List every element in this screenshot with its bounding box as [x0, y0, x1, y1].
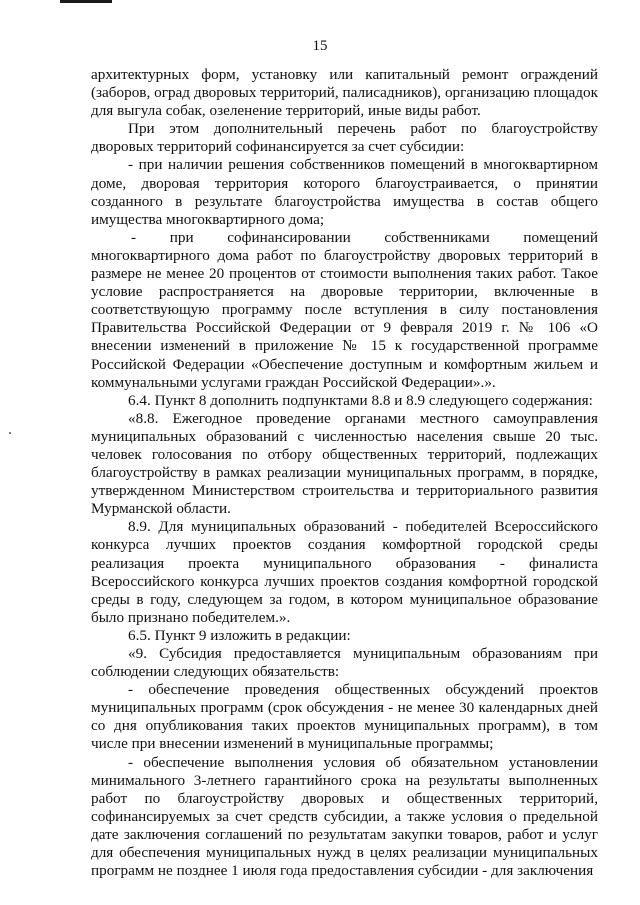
scan-speck [9, 432, 11, 434]
paragraph-continuation: архитектурных форм, установку или капитальный ремонт ограждений (заборов, оград дворовых территорий, палисадников), организацию площадок для выгула собак, озеленение территорий, иные виды работ. [91, 66, 598, 120]
paragraph-item-8-8: «8.8. Ежегодное проведение органами местного самоуправления муниципальных образований с численностью населения свыше 20 тыс. человек голосования по отбору общественных территорий, подлежащих благоустройству в рамках реализации муниципальных программ, в порядке, утвержденном Министерством строительства и территориального развития Мурманской области. [91, 409, 598, 518]
paragraph-obligation-warranty: - обеспечение выполнения условия об обязательном установлении минимального 3-летнего гарантийного срока на результаты выполненных работ по благоустройству дворовых и общественных территорий, софинансируемых за счет средств субсидии, а также условия о предельной дате заключения соглашений по результатам закупки товаров, работ и услуг для обеспечения муниципальных нужд в целях реализации муниципальных программ не позднее 1 июля года предоставления субсидии - для заключения [91, 753, 598, 880]
paragraph-item-6-5: 6.5. Пункт 9 изложить в редакции: [128, 626, 351, 644]
paragraph-additional-works: При этом дополнительный перечень работ по благоустройству дворовых территорий софинансируется за счет субсидии: [91, 120, 598, 156]
paragraph-condition-cofinancing: - при софинансировании собственниками помещений многоквартирного дома работ по благоустройству дворовых территорий в размере не менее 20 процентов от стоимости выполнения таких работ. Такое условие распространяется на дворовые территории, включенные в соответствующую программу после вступления в силу постановления Правительства Российской Федерации от 9 февраля 2019 г. № 106 «О внесении изменений в приложение № 15 к государственной программе Российской Федерации «Обеспечение доступным и комфортным жильем и коммунальными услугами граждан Российской Федерации».». [91, 228, 598, 391]
document-body [91, 66, 598, 880]
paragraph-condition-owners-decision: - при наличии решения собственников помещений в многоквартирном доме, дворовая территория которого благоустраивается, о принятии созданного в результате благоустройства имущества в состав общего имущества многоквартирного дома; [91, 156, 598, 228]
page-number: 15 [312, 38, 328, 54]
paragraph-item-8-9: 8.9. Для муниципальных образований - победителей Всероссийского конкурса лучших проектов создания комфортной городской среды реализация проекта муниципального образования - финалиста Всероссийского конкурса лучших проектов создания комфортной городской среды в году, следующем за годом, в котором муниципальное образование было признано победителем.». [91, 518, 598, 626]
scan-edge-mark [60, 0, 112, 3]
paragraph-item-9: «9. Субсидия предоставляется муниципальным образованиям при соблюдении следующих обязательств: [91, 645, 598, 681]
paragraph-obligation-public-discussion: - обеспечение проведения общественных обсуждений проектов муниципальных программ (срок обсуждения - не менее 30 календарных дней со дня опубликования таких проектов муниципальных программ), в том числе при внесении изменений в муниципальные программы; [91, 681, 598, 753]
paragraph-item-6-4: 6.4. Пункт 8 дополнить подпунктами 8.8 и 8.9 следующего содержания: [128, 391, 593, 409]
